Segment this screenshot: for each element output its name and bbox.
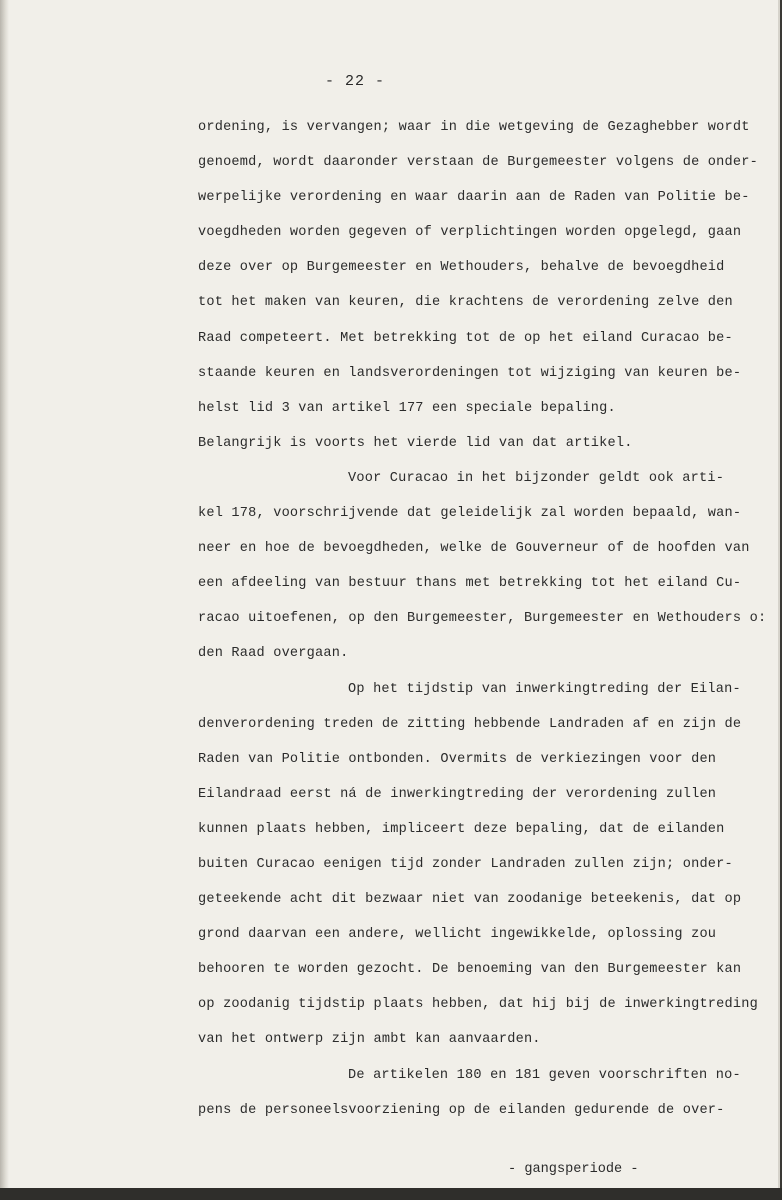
text-line: geteekende acht dit bezwaar niet van zoodanige beteekenis, dat op: [198, 892, 742, 908]
text-line: tot het maken van keuren, die krachtens de verordening zelve den: [198, 295, 733, 311]
text-line: Eilandraad eerst ná de inwerkingtreding der verordening zullen: [198, 786, 717, 802]
text-line: Belangrijk is voorts het vierde lid van dat artikel.: [198, 435, 633, 451]
text-line: genoemd, wordt daaronder verstaan de Burgemeester volgens de onder-: [198, 155, 758, 171]
scan-bottom-edge: [0, 1188, 782, 1200]
text-line: staande keuren en landsverordeningen tot wijziging van keuren be-: [198, 365, 742, 381]
text-line: racao uitoefenen, op den Burgemeester, Burgemeester en Wethouders o:: [198, 611, 767, 627]
text-line: een afdeeling van bestuur thans met betrekking tot het eiland Cu-: [198, 576, 742, 592]
text-line: voegdheden worden gegeven of verplichtingen worden opgelegd, gaan: [198, 225, 742, 241]
text-line: Raden van Politie ontbonden. Overmits de verkiezingen voor den: [198, 751, 717, 767]
text-line: Raad competeert. Met betrekking tot de op het eiland Curacao be-: [198, 330, 733, 346]
text-line: deze over op Burgemeester en Wethouders, behalve de bevoegdheid: [198, 260, 725, 276]
text-line: buiten Curacao eenigen tijd zonder Landraden zullen zijn; onder-: [198, 856, 733, 872]
catchword: - gangsperiode -: [508, 1162, 639, 1177]
text-line: behooren te worden gezocht. De benoeming van den Burgemeester kan: [198, 962, 742, 978]
text-line: Voor Curacao in het bijzonder geldt ook arti-: [348, 470, 725, 486]
text-line: kel 178, voorschrijvende dat geleidelijk zal worden bepaald, wan-: [198, 506, 742, 522]
text-line: van het ontwerp zijn ambt kan aanvaarden.: [198, 1032, 541, 1048]
text-line: kunnen plaats hebben, impliceert deze bepaling, dat de eilanden: [198, 821, 725, 837]
text-line: werpelijke verordening en waar daarin aan de Raden van Politie be-: [198, 190, 750, 206]
text-line: Op het tijdstip van inwerkingtreding der Eilan-: [348, 681, 741, 697]
text-line: neer en hoe de bevoegdheden, welke de Gouverneur of de hoofden van: [198, 541, 750, 557]
text-line: De artikelen 180 en 181 geven voorschriften no-: [348, 1067, 741, 1083]
text-line: grond daarvan een andere, wellicht ingewikkelde, oplossing zou: [198, 927, 717, 943]
text-line: helst lid 3 van artikel 177 een speciale bepaling.: [198, 400, 616, 416]
text-line: den Raad overgaan.: [198, 646, 349, 662]
page-number: - 22 -: [324, 73, 385, 90]
binding-edge: [0, 0, 9, 1190]
text-line: ordening, is vervangen; waar in die wetgeving de Gezaghebber wordt: [198, 120, 750, 135]
body-text: [198, 110, 770, 1128]
text-line: op zoodanig tijdstip plaats hebben, dat hij bij de inwerkingtreding: [198, 997, 758, 1013]
text-line: pens de personeelsvoorziening op de eilanden gedurende de over-: [198, 1102, 725, 1118]
text-line: denverordening treden de zitting hebbende Landraden af en zijn de: [198, 716, 742, 732]
